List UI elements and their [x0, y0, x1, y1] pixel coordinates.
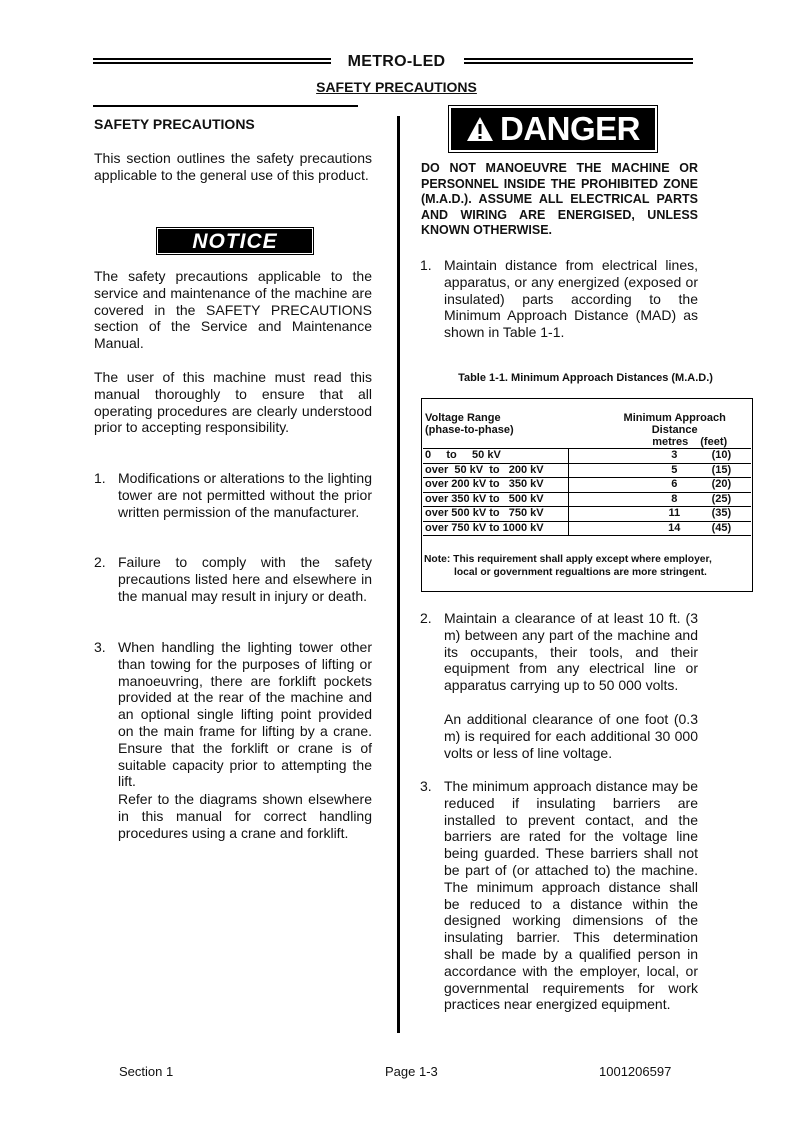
right-item-2-number: 2. — [420, 610, 432, 626]
right-item-3-number: 3. — [420, 778, 432, 794]
left-item-3-number: 3. — [94, 639, 106, 655]
right-item-2-text-continued: An additional clearance of one foot (0.3 m) is required for each additional 30 000 volts or less of line voltage. — [444, 711, 698, 761]
warning-triangle-icon — [466, 115, 494, 143]
danger-label: DANGER — [499, 110, 640, 147]
voltage-range-header: Voltage Range (phase-to-phase) — [425, 412, 514, 436]
notice-paragraph: The safety precautions applicable to the service and maintenance of the machine are covered in the SAFETY PRECAUTIONS section of the Service and Maintenance Manual. — [94, 268, 372, 352]
footer-page-number: Page 1-3 — [385, 1064, 438, 1079]
left-item-2-number: 2. — [94, 554, 106, 570]
table-row: over 200 kV to 350 kV 6 (20) — [423, 478, 751, 493]
intro-paragraph: This section outlines the safety precautions applicable to the general use of this product. — [94, 150, 372, 183]
danger-badge — [451, 108, 655, 150]
right-item-2-text: Maintain a clearance of at least 10 ft. (3 m) between any part of the machine and its occupants, their tools, and their equipment from any electrical line or apparatus carrying up to 50 000 volts. — [444, 610, 698, 694]
left-item-2-text: Failure to comply with the safety precautions listed here and elsewhere in the manual may result in injury or death. — [118, 554, 372, 604]
table-row: over 750 kV to 1000 kV 14 (45) — [423, 521, 751, 536]
safety-heading: SAFETY PRECAUTIONS — [94, 116, 255, 132]
footer-doc-number: 1001206597 — [599, 1064, 672, 1079]
table-note: Note: This requirement shall apply except where employer, local or government regualtions are more stringent. — [424, 554, 712, 578]
right-item-1-number: 1. — [420, 257, 432, 273]
table-row: 0 to 50 kV 3 (10) — [423, 449, 751, 464]
mad-table — [423, 406, 751, 536]
notice-badge: NOTICE — [158, 229, 312, 253]
footer-section: Section 1 — [119, 1064, 174, 1079]
table-caption: Table 1-1. Minimum Approach Distances (M.A.D.) — [458, 372, 713, 384]
min-approach-header: Minimum Approach Distance metres (feet) — [623, 412, 728, 448]
left-column-top-rule — [93, 105, 358, 107]
left-item-3-text: When handling the lighting tower other than towing for the purposes of lifting or manoeuvring, there are forklift pockets provided at the rear of the machine and an optional single lifting point provided on the main frame for lifting by a crane. Ensure that the forklift or crane is of suitable capacity prior to attempting the lift. — [118, 639, 372, 790]
right-item-1-text: Maintain distance from electrical lines, apparatus, or any energized (exposed or insulated) parts according to the Minimum Approach Distance (MAD) as shown in Table 1-1. — [444, 257, 698, 341]
column-divider — [397, 116, 400, 1033]
left-item-3-text-continued: Refer to the diagrams shown elsewhere in this manual for correct handling procedures using a crane and forklift. — [118, 791, 372, 841]
table-row: over 50 kV to 200 kV 5 (15) — [423, 463, 751, 478]
section-title: SAFETY PRECAUTIONS — [316, 79, 477, 95]
left-item-1-number: 1. — [94, 470, 106, 486]
table-row: over 500 kV to 750 kV 11 (35) — [423, 507, 751, 522]
table-row: over 350 kV to 500 kV 8 (25) — [423, 492, 751, 507]
right-item-3-text: The minimum approach distance may be reduced if insulating barriers are installed to prevent contact, and the barriers are rated for the voltage line being guarded. These barriers shall not be part of (or attached to) the machine. The minimum approach distance shall be reduced to a distance within the designed working dimensions of the insulating barrier. This determination shall be made by a qualified person in accordance with the employer, local, or governmental requirements for work practices near energized equipment. — [444, 778, 698, 1013]
user-paragraph: The user of this machine must read this manual thoroughly to ensure that all operating procedures are clearly understood prior to accepting responsibility. — [94, 369, 372, 436]
product-title: METRO-LED — [347, 53, 446, 70]
left-item-1-text: Modifications or alterations to the lighting tower are not permitted without the prior written permission of the manufacturer. — [118, 470, 372, 520]
danger-warning-text: DO NOT MANOEUVRE THE MACHINE OR PERSONNEL INSIDE THE PROHIBITED ZONE (M.A.D.). ASSUME ALL ELECTRICAL PARTS AND WIRING ARE ENERGISED, UNLESS KNOWN OTHERWISE. — [421, 161, 698, 238]
